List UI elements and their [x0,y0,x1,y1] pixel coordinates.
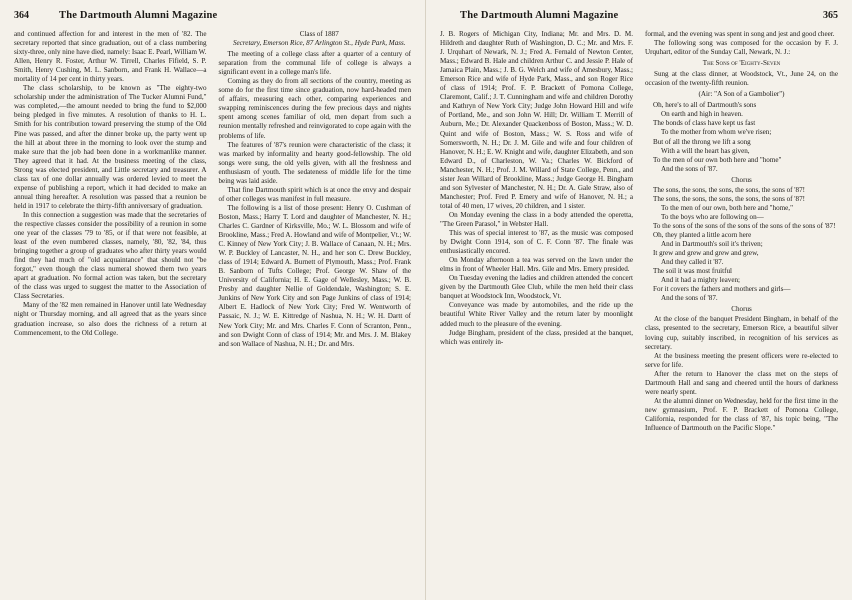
verse-line: But of all the throng we lift a song [653,137,751,146]
verse-line: The soil it was most fruitful [653,267,733,276]
paragraph: Conveyance was made by automobiles, and the ride up the beautiful White River Valley and the return later by moonlight added much to the pleasure of the evening. [440,301,633,328]
paragraph: This was of special interest to '87, as the music was composed by Dwight Conn 1914, son of C. F. Conn '87. The finale was enthusiastically encored. [440,229,633,256]
right-page-header [440,10,838,24]
left-page-columns [14,30,411,349]
right-page-columns [440,30,838,433]
paragraph: formal, and the evening was spent in song and jest and good cheer. [645,30,835,38]
paragraph: On Monday evening the class in a body attended the operetta, "The Green Parasol," in Webster Hall. [440,210,633,228]
verse-line: And it had a mighty leaven; [661,276,740,285]
class-heading: Class of 1887 [299,30,339,38]
song-title: The Sons of 'Eighty-Seven [702,59,781,68]
class-secretary: Secretary, Emerson Rice, 87 Arlington St., Hyde Park, Mass. [232,39,406,48]
paragraph: The following is a list of those present: Henry O. Cushman of Boston, Mass.; Harry T. Lord and daughter of Manchester, N. H.; Charles C. Gardner of Kirksville, Mo.; W. L. Blossom and wife of Brookline, Mass.; Fred A. Howland and wife of Montpelier, Vt.; W. C. Kinney of New York City; J. B. Wallace of Canaan, N. H.; Mrs. W. P. Buckley of Lancaster, N. H., and her son C. Drew Buckley, class of 1914; Edward A. Burnett of Plymouth, Mass.; Prof. Frank B. Sanborn of Tufts College; Prof. George W. Shaw of the University of California; H. E. Gage of Wellesley, Mass.; W. B. Presby and daughter Nellie of Goldendale, Washington; S. E. Junkins of New York City and son Page Junkins of class of 1914; Albert E. Hadlock of New York City; Fred W. Wentworth of Passaic, N. J.; W. E. Kittredge of Nashua, N. H.; W. H. Dartt of New York City; Mr. and Mrs. Charles F. Conn of Scranton, Penn., and son Dwight Conn of class of 1914; Mr. and Mrs. J. M. Blakey and son Wallace of Nashua, N. H.; Dr. and Mrs. [218,203,411,348]
verse-line: To the mother from whom we've risen; [661,128,772,137]
paragraph: J. B. Rogers of Michigan City, Indiana; Mr. and Mrs. D. M. Hildreth and daughter Ruth of Washington, D. C.; Mr. and Mrs. F. J. Urquhart of Newark, N. J.; Fred A. Fernald of Newton Center, Mass.; Edward B. Hale and children Arthur C. and Jessie P. Hale of Jamaica Plain, Mass.; J. B. G. Welch and wife of Amesbury, Mass.; Emerson Rice and wife of Hyde Park, Mass., and son Roger Rice of class of 1914; Prof. F. P. Brackett of Pomona College, Claremont, Calif.; J. T. Cunningham and wife and children Dorothy and Kathryn of New York City; Judge John Howard Hill and wife of Portland, Me., and son John W. Hill; Dr. William T. Merrill of Auburn, Me.; Dr. Alexander Quackenboss of Boston, Mass.; W. D. Quint and wife of Boston, Mass.; W. S. Ross and wife of Somersworth, N. H.; Dr. J. M. Gile and wife and four children of Hanover, N. H.; E. W. Knight and wife, daughter Elizabeth, and son Edward D., of Charleston, W. Va.; Charles W. Bickford of Manchester, N. H.; Prof. J. M. Willard of State College, Penn., and sister Jean Willard of Brookline, Mass.; Judge George H. Bingham and son Sylvester of Manchester, N. H.; Dr. A. Gale Straw, also of Manchester; Prof. Fred P. Emery and wife of Hanover, N. H.; a total of 40 men, 17 wives, 20 children, and 1 sister. [440,30,633,210]
right-page [426,0,852,600]
paragraph: That fine Dartmouth spirit which is at once the envy and despair of other colleges was manifest in full measure. [218,185,411,203]
paragraph: At the close of the banquet President Bingham, in behalf of the class, presented to the secretary, Emerson Rice, a beautiful silver loving cup, suitably inscribed, in recognition of his services as secretary. [645,315,838,351]
verse-line: On earth and high in heaven. [661,110,743,119]
right-column-2 [645,30,838,433]
chorus-line: To the boys who are following on— [661,212,764,221]
verse-line: And they called it '87. [661,258,724,267]
running-title: The Dartmouth Alumni Magazine [59,10,218,21]
paragraph: The meeting of a college class after a quarter of a century of separation from the communal life of college is always a significant event in a college man's life. [218,50,411,77]
paragraph: and continued affection for and interest in the men of '82. The secretary reported that since graduation, out of a class numbering sixty-three, only nine have died, namely: Isaac E. Pearl, William W. Allen, Henry R. Foster, Arthur W. Tirrell, Charles Fifield, S. P. Smith, Henry Cushing, M. L. Sanborn, and Frank H. Wallace—a mortality of 14 per cent in thirty years. [14,30,207,84]
chorus-line: The sons, the sons, the sons, the sons, the sons of '87! [653,194,806,203]
paragraph: On Tuesday evening the ladies and children attended the concert given by the Dartmouth Glee Club, while the men held their class banquet at Woodstock Inn, Woodstock, Vt. [440,274,633,301]
running-title: The Dartmouth Alumni Magazine [460,10,619,21]
chorus-line: To the sons of the sons of the sons of the sons of the sons of '87! [653,221,836,230]
paragraph: At the alumni dinner on Wednesday, held for the first time in the new gymnasium, Prof. F. P. Brackett of Pomona College, California, responded for the class of '87, his topic being, "The Influence of Dartmouth on the Pacific Slope." [645,396,838,432]
page-number: 365 [823,10,838,21]
paragraph: After the return to Hanover the class met on the steps of Dartmouth Hall and sang and cheered until the hours of darkness were nearly spent. [645,369,838,396]
paragraph: At the business meeting the present officers were re-elected to serve for life. [645,351,838,369]
verse-line: To the men of our own both here and "home" [653,155,782,164]
verse-line: Oh, here's to all of Dartmouth's sons [653,101,757,110]
paragraph: The features of '87's reunion were characteristic of the class; it was marked by informality and hearty good-fellowship. The old songs were sung, the old yells given, with all the freshness and enthusiasm of youth. The sedateness of middle life for the time being was laid aside. [218,140,411,185]
verse-line: It grew and grew and grew and grew, [653,249,759,258]
song-intro: Sung at the class dinner, at Woodstock, Vt., June 24, on the occasion of the twenty-fifth reunion. [645,70,838,88]
chorus-label: Chorus [731,305,752,314]
verse-line: And in Dartmouth's soil it's thriven; [661,240,763,249]
right-column-1 [440,30,633,433]
verse-line: The bonds of class have kept us fast [653,119,756,128]
paragraph: The following song was composed for the occasion by F. J. Urquhart, editor of the Sunday Call, Newark, N. J.: [645,39,838,57]
chorus-line: The sons, the sons, the sons, the sons, the sons of '87! [653,185,806,194]
chorus-label: Chorus [731,175,752,184]
paragraph: Many of the '82 men remained in Hanover until late Wednesday night or Thursday morning, and all agreed that as the years since graduation increase, so also does the richness of a return at Commencement, to the Old College. [14,301,207,337]
page-number: 364 [14,10,29,21]
chorus-line: To the men of our own, both here and "home," [661,203,793,212]
left-column-2 [219,30,412,349]
left-page-header [14,10,411,24]
left-column-1 [14,30,207,349]
verse-line: For it covers the fathers and mothers and girls— [653,285,791,294]
song-air: (Air: "A Son of a Gambolier") [698,90,785,99]
paragraph: Coming as they do from all sections of the country, meeting as some do for the first time since graduation, now hard-headed men of affairs, measuring each other, comparing experiences and swapping reminiscences during the few precious days and nights spent among scenes familiar of old, men depart from such a reunion mentally refreshed and reinvigorated to cope again with the problems of life. [218,77,411,140]
verse-line: Oh, they planted a little acorn here [653,230,752,239]
verse-line: And the sons of '87. [661,164,718,173]
paragraph: The class scholarship, to be known as "The eighty-two scholarship under the administration of The Tucker Alumni Fund," was completed,—the amount needed to bring the fund to $2,000 being pledged in five minutes. A resolution of thanks to H. L. Smith for his contribution toward preserving the stump of the Old Pine was passed, and after the dinner broke up, the party went up the hill at about three in the morning to look over the stump and make sure that the job had been done in a workmanlike manner. They agreed that it had. At the business meeting of the class, Strong was elected president, and Little secretary and treasurer. A class tax of one dollar annually was ordered levied to meet the expense of publishing a report, which it had decided to make an annual thing hereafter. A resolution was passed that a reunion be held in 1917 to celebrate the thirty-fifth anniversary of graduation. [14,84,207,210]
verse-line: With a will the heart has given, [661,146,750,155]
paragraph: Judge Bingham, president of the class, presided at the banquet, which was entirely in- [440,328,633,346]
verse-line: And the sons of '87. [661,294,718,303]
paragraph: In this connection a suggestion was made that the secretaries of the respective classes consider the possibility of a reunion in some one year of the classes '79 to '85, or if that were not feasible, at least of the even numbered classes, namely, '80, '82, '84, thus bringing together a group of graduates who after thirty years would find they had much of "old acquaintance" that should not "be forgot," even though the class numeral showed them two years apart at graduation. No formal action was taken, but the secretary of the class was urged to suggest the matter to the Association of Class Secretaries. [14,210,207,301]
paragraph: On Monday afternoon a tea was served on the lawn under the elms in front of Wheeler Hall. Mrs. Gile and Mrs. Emery presided. [440,256,633,274]
